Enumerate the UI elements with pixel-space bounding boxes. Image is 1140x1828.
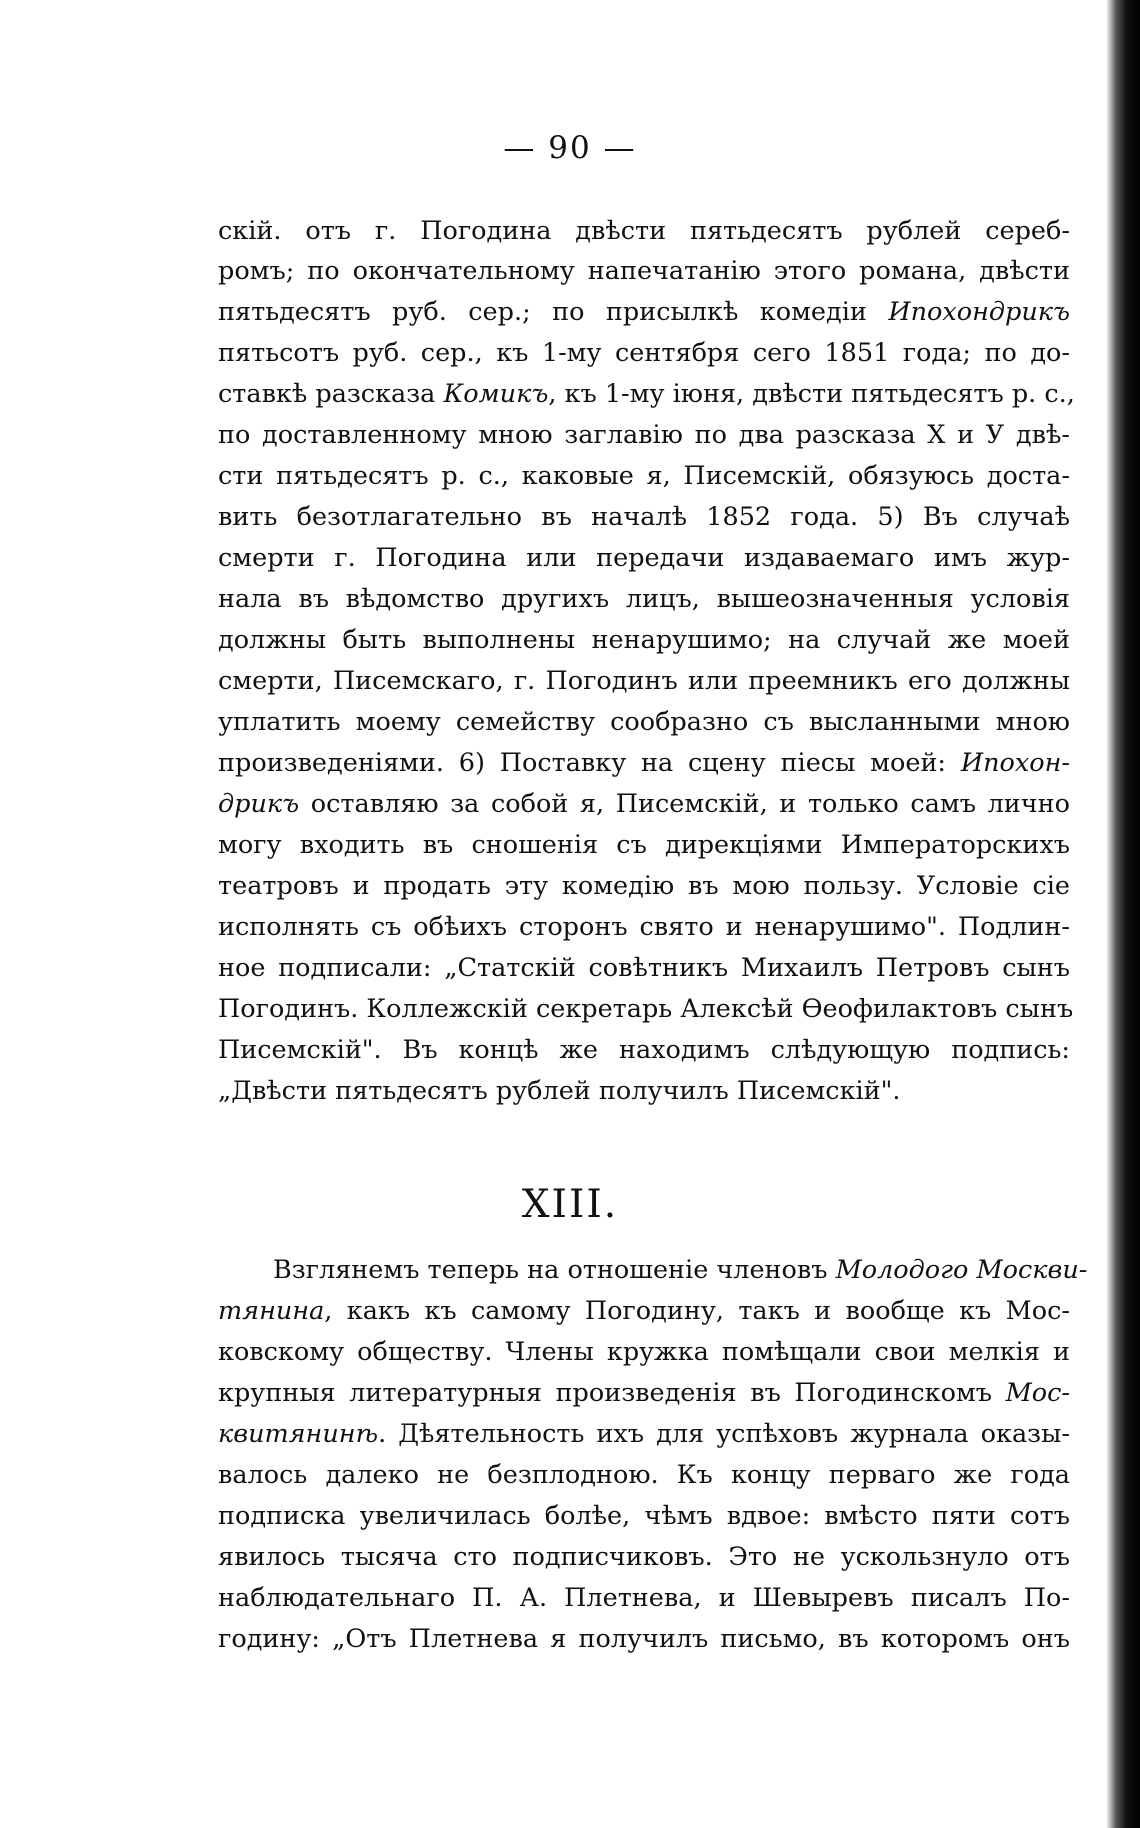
text-line: смерти г. Погодина или передачи издаваемаго имъ жур- [218, 543, 1070, 573]
page-number: — 90 — [503, 130, 637, 166]
italic-title-drik: дрикъ [218, 789, 300, 819]
text-line: Погодинъ. Коллежскій секретарь Алексѣй Ѳеофилактовъ сынъ [218, 994, 1074, 1024]
text-line [218, 379, 1075, 409]
text-segment: , къ 1-му іюня, двѣсти пятьдесятъ р. с., [548, 379, 1075, 409]
text-segment: . Дѣятельность ихъ для успѣховъ журнала оказы- [378, 1419, 1070, 1449]
text-segment: оставляю за собой я, Писемскій, и только самъ лично [310, 789, 1070, 819]
text-line: вить безотлагательно въ началѣ 1852 года. 5) Въ случаѣ [218, 502, 1070, 532]
text-line: должны быть выполнены ненарушимо; на случай же моей [218, 625, 1070, 655]
text-line [273, 1255, 1088, 1285]
book-spine-shadow [1106, 0, 1140, 1828]
text-line [218, 1419, 1070, 1449]
text-line: „Двѣсти пятьдесятъ рублей получилъ Писемскій". [218, 1076, 901, 1106]
italic-title-komik: Комикъ [443, 379, 549, 409]
text-segment: пятьдесятъ руб. сер.; по присылкѣ комедіи [218, 297, 867, 327]
text-line: ковскому обществу. Члены кружка помѣщали свои мелкія и [218, 1337, 1070, 1367]
text-line: ное подписали: „Статскій совѣтникъ Михаилъ Петровъ сынъ [218, 953, 1070, 983]
text-line: театровъ и продать эту комедію въ мою пользу. Условіе сіе [218, 871, 1070, 901]
text-line [218, 1378, 1070, 1408]
text-line: годину: „Отъ Плетнева я получилъ письмо, въ которомъ онъ [218, 1624, 1070, 1654]
text-line: валось далеко не безплодною. Къ концу перваго же года [218, 1460, 1070, 1490]
text-line: исполнять съ обѣихъ сторонъ свято и ненарушимо". Подлин- [218, 912, 1070, 942]
italic-title-ipokhondrik: Ипохондрикъ [888, 297, 1071, 327]
text-line: ромъ; по окончательному напечатанію этого романа, двѣсти [218, 256, 1070, 286]
section-heading: XIII. [521, 1182, 619, 1227]
text-line [218, 1296, 1070, 1326]
text-segment: , какъ къ самому Погодину, такъ и вообще къ Мос- [324, 1296, 1070, 1326]
text-line [218, 789, 1070, 819]
text-line: могу входить въ сношенія съ дирекціями Императорскихъ [218, 830, 1070, 860]
text-line: по доставленному мною заглавію по два разсказа X и У двѣ- [218, 420, 1070, 450]
text-line: подписка увеличилась болѣе, чѣмъ вдвое: вмѣсто пяти сотъ [218, 1501, 1070, 1531]
text-segment: Взглянемъ теперь на отношеніе членовъ [273, 1255, 828, 1285]
text-line [218, 748, 1070, 778]
text-line: явилось тысяча сто подписчиковъ. Это не ускользнуло отъ [218, 1542, 1070, 1572]
italic-title-moskvi: Москви- [976, 1255, 1088, 1285]
text-line [218, 297, 1071, 327]
text-line: нала въ вѣдомство другихъ лицъ, вышеозначенныя условія [218, 584, 1070, 614]
italic-title-mos: Мос- [1005, 1378, 1070, 1408]
italic-title-kvityanin: квитянинѣ [218, 1419, 379, 1449]
text-segment: крупныя литературныя произведенія въ Погодинскомъ [218, 1378, 993, 1408]
italic-title-molodogo: Молодого [835, 1255, 969, 1285]
text-line: уплатить моему семейству сообразно съ высланными мною [218, 707, 1070, 737]
text-line: наблюдательнаго П. А. Плетнева, и Шевыревъ писалъ По- [218, 1583, 1070, 1613]
italic-title-tyanina: тянина [218, 1296, 325, 1326]
text-line: пятьсотъ руб. сер., къ 1-му сентября сего 1851 года; по до- [218, 338, 1070, 368]
text-segment: произведеніями. 6) Поставку на сцену піесы моей: [218, 748, 947, 778]
text-line: скій. отъ г. Погодина двѣсти пятьдесятъ рублей сереб- [218, 216, 1070, 246]
italic-title-ipokhon: Ипохон- [960, 748, 1070, 778]
text-segment: ставкѣ разсказа [218, 379, 436, 409]
text-line: Писемскій". Въ концѣ же находимъ слѣдующую подпись: [218, 1035, 1070, 1065]
text-line: смерти, Писемскаго, г. Погодинъ или преемникъ его должны [218, 666, 1070, 696]
text-line: сти пятьдесятъ р. с., каковые я, Писемскій, обязуюсь доста- [218, 461, 1070, 491]
